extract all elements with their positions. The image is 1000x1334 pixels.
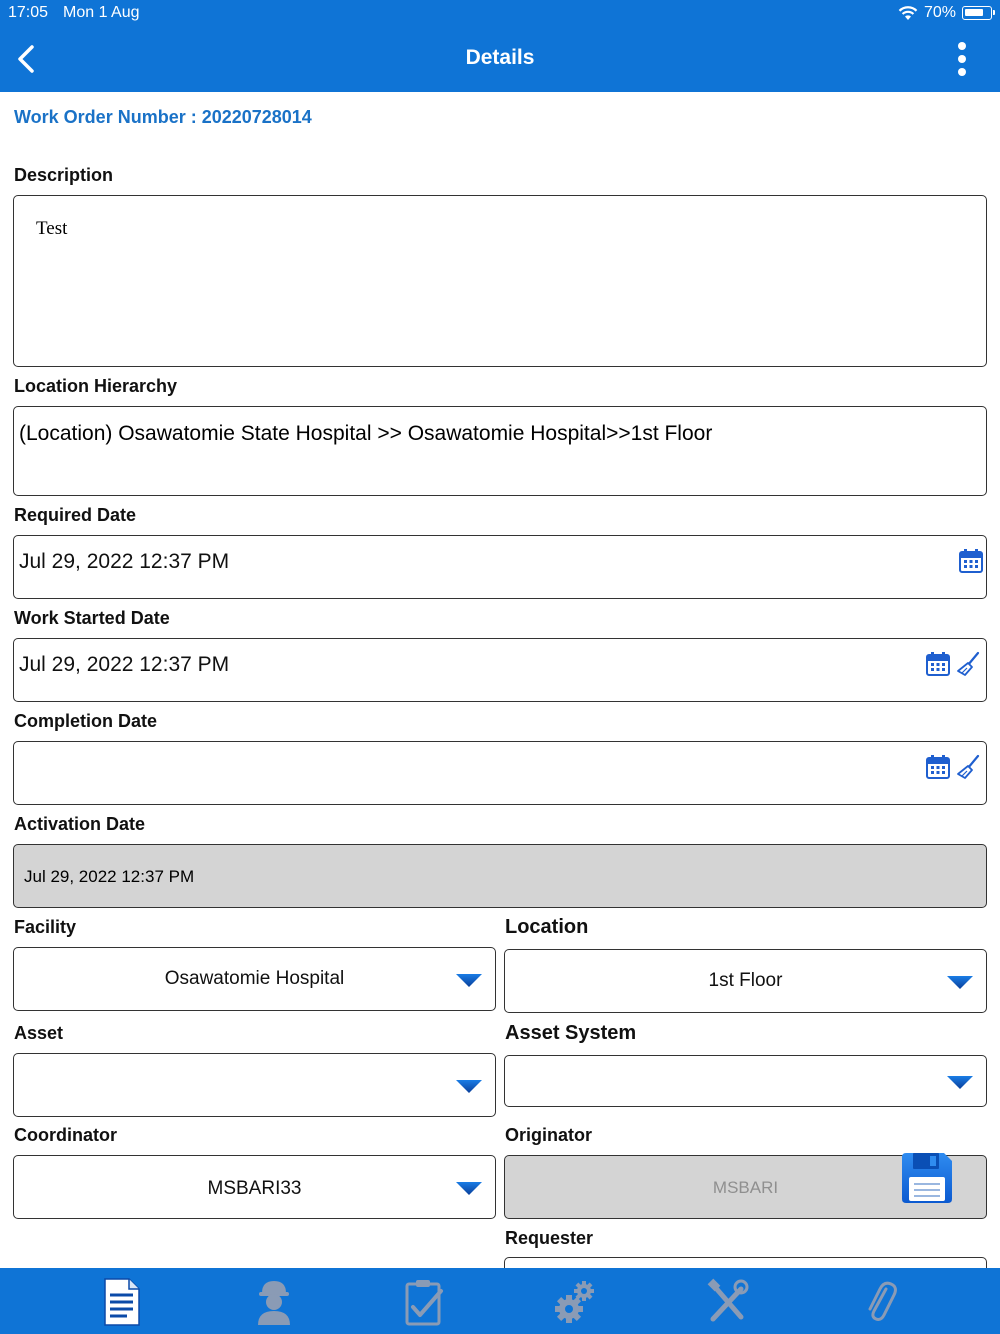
location-dropdown[interactable] bbox=[504, 949, 987, 1013]
wifi-icon bbox=[898, 6, 918, 21]
gears-icon bbox=[553, 1277, 597, 1327]
status-date: Mon 1 Aug bbox=[63, 4, 140, 21]
work-started-date-field[interactable] bbox=[13, 638, 987, 702]
chevron-down-icon bbox=[946, 1074, 974, 1090]
bottom-tab-bar bbox=[0, 1268, 1000, 1334]
worker-icon bbox=[252, 1277, 296, 1327]
location-hierarchy-field bbox=[13, 406, 987, 496]
description-textarea[interactable] bbox=[13, 195, 987, 367]
facility-label: Facility bbox=[14, 917, 77, 937]
asset-system-dropdown[interactable] bbox=[504, 1055, 987, 1107]
activation-date-label: Activation Date bbox=[14, 814, 146, 834]
chevron-down-icon bbox=[455, 972, 483, 988]
tab-details[interactable] bbox=[96, 1276, 146, 1328]
coordinator-label: Coordinator bbox=[14, 1125, 117, 1145]
save-floppy-icon[interactable] bbox=[900, 1151, 954, 1205]
tab-labor[interactable] bbox=[249, 1276, 299, 1328]
required-date-value: Jul 29, 2022 12:37 PM bbox=[19, 550, 230, 573]
chevron-down-icon bbox=[455, 1180, 483, 1196]
chevron-down-icon bbox=[455, 1078, 483, 1094]
location-label: Location bbox=[505, 916, 589, 938]
facility-dropdown[interactable] bbox=[13, 947, 496, 1011]
tab-tools[interactable] bbox=[702, 1276, 752, 1328]
coordinator-value: MSBARI33 bbox=[207, 1178, 302, 1199]
work-started-date-label: Work Started Date bbox=[14, 608, 170, 628]
clear-broom-icon[interactable] bbox=[956, 651, 980, 677]
location-hierarchy-value: (Location) Osawatomie State Hospital >> Osawatomie Hospital>>1st Floor bbox=[19, 422, 713, 445]
clear-broom-icon[interactable] bbox=[956, 754, 980, 780]
work-order-number: Work Order Number : 20220728014 bbox=[14, 107, 312, 127]
calendar-icon[interactable] bbox=[959, 548, 983, 574]
battery-icon bbox=[962, 6, 992, 20]
calendar-icon[interactable] bbox=[926, 651, 950, 677]
asset-system-label: Asset System bbox=[505, 1022, 637, 1044]
tab-settings[interactable] bbox=[550, 1276, 600, 1328]
status-indicators bbox=[898, 4, 992, 22]
location-hierarchy-label: Location Hierarchy bbox=[14, 376, 178, 396]
status-time: 17:05 bbox=[8, 4, 49, 21]
calendar-icon[interactable] bbox=[926, 754, 950, 780]
facility-value: Osawatomie Hospital bbox=[164, 968, 345, 989]
work-started-date-value: Jul 29, 2022 12:37 PM bbox=[19, 653, 230, 676]
location-value: 1st Floor bbox=[708, 970, 783, 991]
originator-label: Originator bbox=[505, 1125, 593, 1145]
tools-icon bbox=[705, 1277, 749, 1327]
page-title: Details bbox=[465, 46, 535, 69]
description-value: Test bbox=[36, 218, 68, 239]
required-date-field[interactable] bbox=[13, 535, 987, 599]
tab-checklist[interactable] bbox=[398, 1276, 448, 1328]
requester-label: Requester bbox=[505, 1228, 594, 1248]
required-date-label: Required Date bbox=[14, 505, 137, 525]
description-label: Description bbox=[14, 165, 114, 185]
clipboard-check-icon bbox=[401, 1277, 445, 1327]
more-options-icon[interactable] bbox=[954, 42, 970, 76]
navigation-bar bbox=[0, 0, 1000, 92]
completion-date-field[interactable] bbox=[13, 741, 987, 805]
completion-date-label: Completion Date bbox=[14, 711, 158, 731]
activation-date-field bbox=[13, 844, 987, 908]
chevron-down-icon bbox=[946, 974, 974, 990]
tab-attachments[interactable] bbox=[855, 1276, 905, 1328]
asset-dropdown[interactable] bbox=[13, 1053, 496, 1117]
activation-date-value: Jul 29, 2022 12:37 PM bbox=[24, 867, 195, 886]
asset-label: Asset bbox=[14, 1023, 64, 1043]
paperclip-icon bbox=[858, 1277, 902, 1327]
originator-value: MSBARI bbox=[712, 1178, 779, 1197]
coordinator-dropdown[interactable] bbox=[13, 1155, 496, 1219]
battery-percent: 70% bbox=[923, 4, 956, 21]
document-icon bbox=[99, 1277, 143, 1327]
